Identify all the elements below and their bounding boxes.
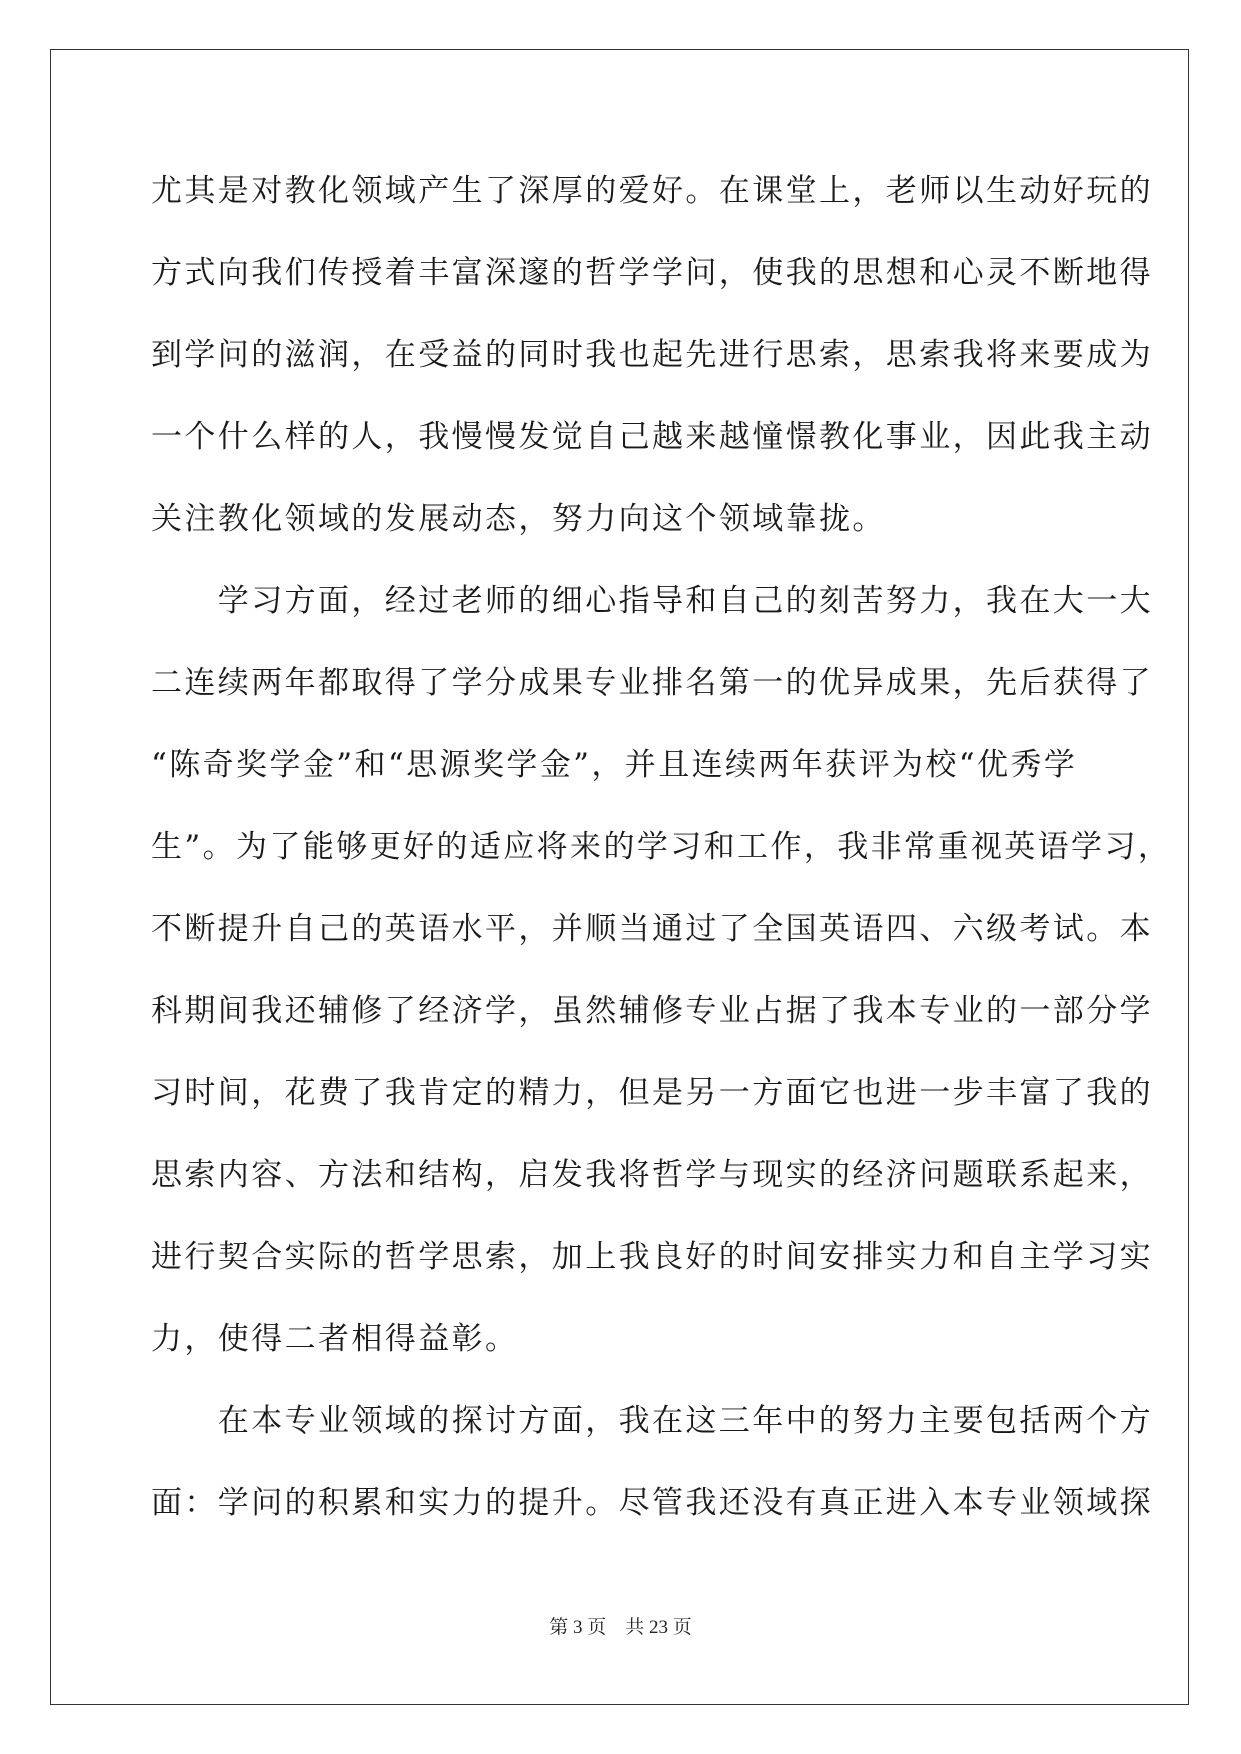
text-line: 学习方面，经过老师的细心指导和自己的刻苦努力，我在大一大 (151, 583, 1153, 619)
document-body (151, 156, 1172, 1550)
text-line: “陈奇奖学金”和“思源奖学金”，并且连续两年获评为校“优秀学 (151, 747, 1078, 783)
text-line: 不断提升自己的英语水平，并顺当通过了全国英语四、六级考试。本 (151, 911, 1153, 947)
text-line: 力，使得二者相得益彰。 (151, 1321, 519, 1357)
text-line: 方式向我们传授着丰富深邃的哲学学问，使我的思想和心灵不断地得 (151, 255, 1153, 291)
text-line: 尤其是对教化领域产生了深厚的爱好。在课堂上，老师以生动好玩的 (151, 173, 1153, 209)
text-line: 面：学问的积累和实力的提升。尽管我还没有真正进入本专业领域探 (151, 1485, 1153, 1521)
text-line: 生”。为了能够更好的适应将来的学习和工作，我非常重视英语学习， (151, 829, 1172, 865)
text-line: 思索内容、方法和结构，启发我将哲学与现实的经济问题联系起来， (151, 1157, 1153, 1193)
text-line: 在本专业领域的探讨方面，我在这三年中的努力主要包括两个方 (151, 1403, 1153, 1439)
text-line: 二连续两年都取得了学分成果专业排名第一的优异成果，先后获得了 (151, 665, 1153, 701)
text-line: 习时间，花费了我肯定的精力，但是另一方面它也进一步丰富了我的 (151, 1075, 1153, 1111)
page-number-footer: 第 3 页 共 23 页 (549, 1617, 692, 1638)
text-line: 一个什么样的人，我慢慢发觉自己越来越憧憬教化事业，因此我主动 (151, 419, 1153, 455)
text-line: 科期间我还辅修了经济学，虽然辅修专业占据了我本专业的一部分学 (151, 993, 1153, 1029)
text-line: 进行契合实际的哲学思索，加上我良好的时间安排实力和自主学习实 (151, 1239, 1153, 1275)
text-line: 关注教化领域的发展动态，努力向这个领域靠拢。 (151, 501, 886, 537)
text-line: 到学问的滋润，在受益的同时我也起先进行思索，思索我将来要成为 (151, 337, 1153, 373)
